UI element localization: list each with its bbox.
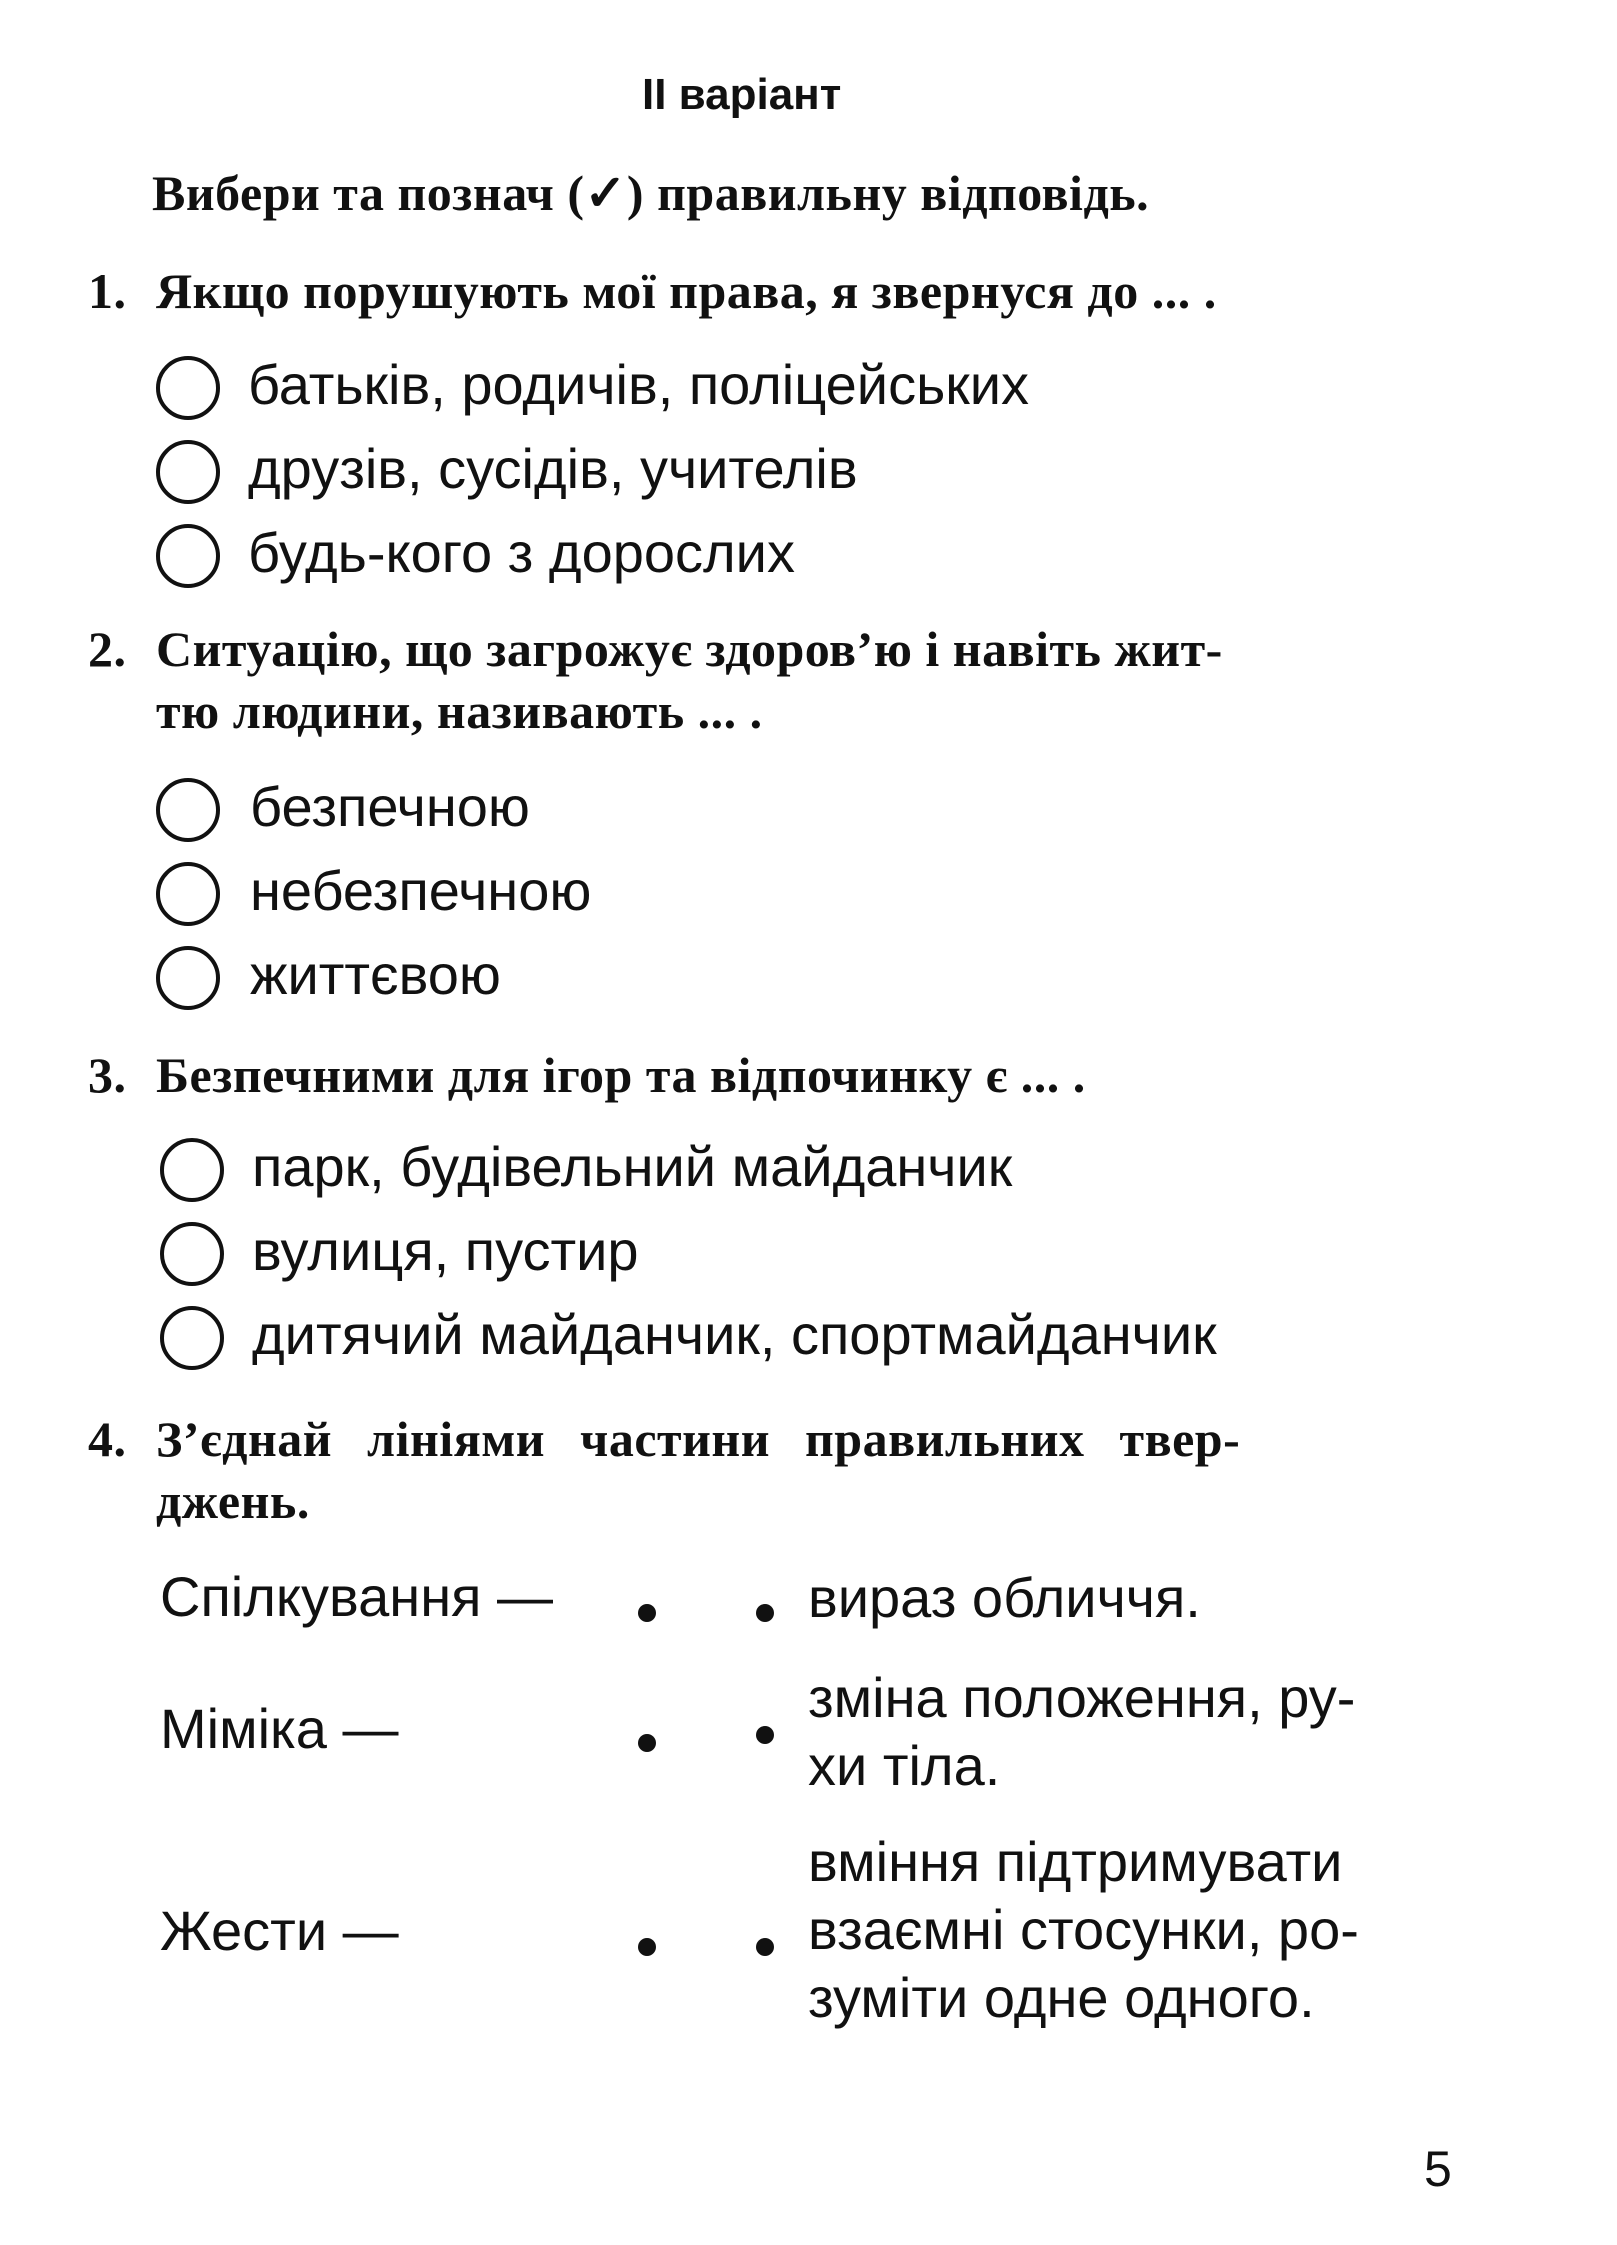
- option-label: небезпечною: [250, 859, 592, 922]
- option-radio[interactable]: [156, 356, 220, 420]
- option-radio[interactable]: [156, 524, 220, 588]
- option-radio[interactable]: [160, 1138, 224, 1202]
- page-heading: II варіант: [642, 70, 842, 119]
- question-text-line1: Ситуацію, що загрожує здоров’ю і навіть жит-: [156, 621, 1223, 677]
- option-radio[interactable]: [156, 946, 220, 1010]
- match-right-line: вміння підтримувати: [808, 1830, 1343, 1893]
- match-left-dot[interactable]: [638, 1734, 656, 1752]
- option-label: будь-кого з дорослих: [248, 521, 795, 584]
- option-radio[interactable]: [160, 1306, 224, 1370]
- match-right-line: зміна положення, ру-: [808, 1666, 1356, 1729]
- question-text-line2: джень.: [156, 1473, 310, 1529]
- option-label: вулиця, пустир: [252, 1219, 639, 1282]
- option-label: дитячий майданчик, спортмайданчик: [252, 1303, 1217, 1366]
- question-text: Безпечними для ігор та відпочинку є ... .: [156, 1047, 1086, 1103]
- option-label: батьків, родичів, поліцейських: [248, 353, 1030, 416]
- question-text-line1: З’єднай лініями частини правильних твер-: [156, 1411, 1241, 1467]
- question-text: Якщо порушують мої права, я звернуся до ... .: [156, 263, 1217, 319]
- question-text-line2: тю людини, називають ... .: [156, 683, 763, 739]
- match-right-line: хи тіла.: [808, 1734, 1001, 1797]
- question-number: 2.: [88, 621, 127, 677]
- match-left-item: Міміка —: [160, 1697, 399, 1760]
- instruction-text: Вибери та познач (✓) правильну відповідь.: [152, 165, 1150, 221]
- match-right-line: зуміти одне одного.: [808, 1966, 1315, 2029]
- page-number: 5: [1424, 2141, 1452, 2197]
- match-right-item: [808, 1664, 1355, 1800]
- match-right-item: [808, 1828, 1359, 2032]
- option-label: друзів, сусідів, учителів: [248, 437, 858, 500]
- match-right-dot[interactable]: [756, 1726, 774, 1744]
- option-radio[interactable]: [156, 778, 220, 842]
- match-right-dot[interactable]: [756, 1604, 774, 1622]
- match-left-item: Жести —: [160, 1899, 399, 1962]
- match-right-item: [808, 1564, 1201, 1632]
- option-radio[interactable]: [160, 1222, 224, 1286]
- option-radio[interactable]: [156, 862, 220, 926]
- question-number: 4.: [88, 1411, 127, 1467]
- option-label: парк, будівельний майданчик: [252, 1135, 1013, 1198]
- match-left-dot[interactable]: [638, 1938, 656, 1956]
- option-label: життєвою: [250, 943, 501, 1006]
- match-right-dot[interactable]: [756, 1938, 774, 1956]
- match-left-item: Спілкування —: [160, 1565, 554, 1628]
- question-number: 3.: [88, 1047, 127, 1103]
- option-label: безпечною: [250, 775, 530, 838]
- match-left-dot[interactable]: [638, 1604, 656, 1622]
- option-radio[interactable]: [156, 440, 220, 504]
- match-right-line: вираз обличчя.: [808, 1566, 1201, 1629]
- question-number: 1.: [88, 263, 127, 319]
- match-right-line: взаємні стосунки, ро-: [808, 1898, 1359, 1961]
